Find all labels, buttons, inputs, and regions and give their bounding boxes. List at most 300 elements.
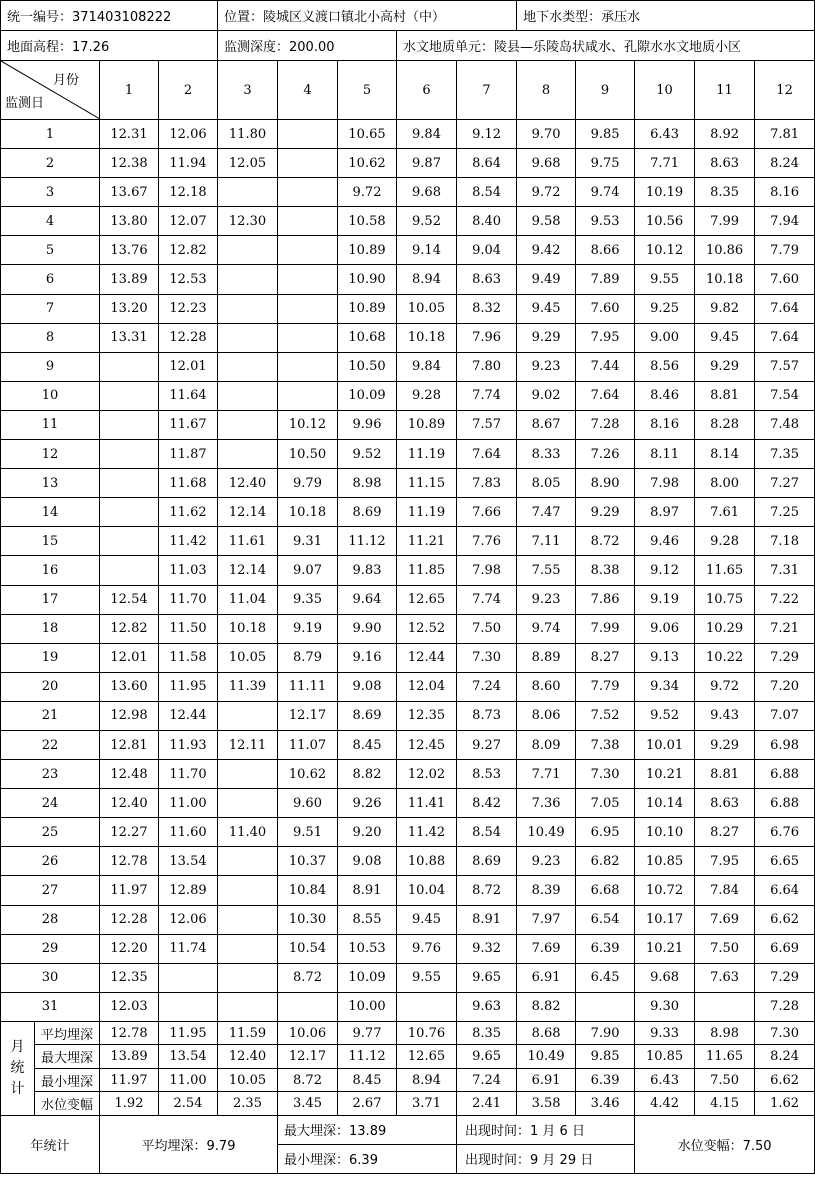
depth-cell: 9.74 — [576, 178, 635, 207]
depth-cell: 12.78 — [100, 847, 159, 876]
depth-cell: 8.81 — [695, 760, 755, 789]
depth-cell: 6.82 — [576, 847, 635, 876]
depth-cell: 7.54 — [755, 381, 815, 410]
depth-cell: 7.96 — [457, 323, 517, 352]
annual-min-time: 出现时间：9 月 29 日 — [457, 1144, 635, 1173]
annual-max-time: 出现时间：1 月 6 日 — [457, 1115, 635, 1144]
day-number: 22 — [1, 730, 100, 759]
depth-cell: 7.81 — [755, 120, 815, 149]
depth-cell: 8.90 — [576, 469, 635, 498]
depth-cell: 12.54 — [100, 585, 159, 614]
depth-cell: 10.04 — [397, 876, 457, 905]
depth-cell: 12.20 — [100, 934, 159, 963]
day-number: 27 — [1, 876, 100, 905]
depth-cell: 11.41 — [397, 789, 457, 818]
day-row — [1, 498, 815, 527]
day-row — [1, 352, 815, 381]
day-number: 1 — [1, 120, 100, 149]
depth-cell: 8.72 — [576, 527, 635, 556]
depth-cell: 11.42 — [397, 818, 457, 847]
depth-cell: 12.07 — [159, 207, 218, 236]
depth-cell: 10.75 — [695, 585, 755, 614]
monthly-stats-label-char: 统 — [10, 1059, 25, 1076]
depth-cell: 11.94 — [159, 149, 218, 178]
day-row — [1, 265, 815, 294]
depth-cell: 8.69 — [457, 847, 517, 876]
day-row — [1, 178, 815, 207]
day-row — [1, 963, 815, 992]
depth-cell: 9.32 — [457, 934, 517, 963]
depth-cell: 7.22 — [755, 585, 815, 614]
depth-cell: 8.60 — [517, 672, 576, 701]
depth-cell: 10.72 — [635, 876, 695, 905]
depth-cell: 11.87 — [159, 440, 218, 469]
depth-cell: 7.18 — [755, 527, 815, 556]
depth-cell: 8.06 — [517, 701, 576, 730]
annual-statistics — [1, 1115, 815, 1173]
day-number: 24 — [1, 789, 100, 818]
annual-min: 最小埋深：6.39 — [278, 1144, 457, 1173]
depth-cell: 12.40 — [218, 469, 278, 498]
day-number: 17 — [1, 585, 100, 614]
depth-cell: 9.23 — [517, 585, 576, 614]
depth-cell: 9.85 — [576, 120, 635, 149]
depth-cell: 11.19 — [397, 498, 457, 527]
depth-cell — [278, 323, 338, 352]
stat-value: 13.54 — [159, 1045, 218, 1069]
day-number: 2 — [1, 149, 100, 178]
depth-cell: 11.62 — [159, 498, 218, 527]
depth-cell: 10.30 — [278, 905, 338, 934]
depth-cell: 8.00 — [695, 469, 755, 498]
depth-cell: 11.93 — [159, 730, 218, 759]
stat-value: 10.85 — [635, 1045, 695, 1069]
depth-cell: 8.14 — [695, 440, 755, 469]
depth-cell: 9.00 — [635, 323, 695, 352]
depth-cell: 8.05 — [517, 469, 576, 498]
depth-cell: 9.82 — [695, 294, 755, 323]
stat-value: 10.05 — [218, 1068, 278, 1092]
depth-cell: 8.16 — [635, 410, 695, 439]
day-row — [1, 585, 815, 614]
depth-cell: 6.88 — [755, 760, 815, 789]
month-header-cell: 3 — [218, 61, 278, 120]
day-row — [1, 323, 815, 352]
stat-row — [1, 1068, 815, 1092]
depth-cell: 12.48 — [100, 760, 159, 789]
depth-cell: 10.56 — [635, 207, 695, 236]
depth-cell: 11.15 — [397, 469, 457, 498]
hydro-unit: 水文地质单元：陵县—乐陵岛状咸水、孔隙水水文地质小区 — [397, 31, 815, 61]
depth-cell: 10.62 — [338, 149, 397, 178]
depth-cell: 7.64 — [576, 381, 635, 410]
stat-value: 12.65 — [397, 1045, 457, 1069]
depth-cell: 8.56 — [635, 352, 695, 381]
depth-cell: 8.69 — [338, 701, 397, 730]
stat-value: 2.35 — [218, 1092, 278, 1116]
stat-value: 7.30 — [755, 1021, 815, 1045]
depth-cell: 11.95 — [159, 672, 218, 701]
day-number: 13 — [1, 469, 100, 498]
depth-cell: 8.66 — [576, 236, 635, 265]
depth-cell: 7.64 — [457, 440, 517, 469]
water-type: 地下水类型：承压水 — [517, 1, 815, 31]
depth-cell: 9.12 — [457, 120, 517, 149]
depth-cell: 7.61 — [695, 498, 755, 527]
depth-cell: 8.55 — [338, 905, 397, 934]
day-row — [1, 527, 815, 556]
stat-value: 8.68 — [517, 1021, 576, 1045]
day-number: 6 — [1, 265, 100, 294]
depth-cell: 10.18 — [695, 265, 755, 294]
depth-cell: 7.71 — [517, 760, 576, 789]
depth-cell: 12.01 — [159, 352, 218, 381]
day-row — [1, 614, 815, 643]
depth-cell — [100, 469, 159, 498]
depth-cell: 7.74 — [457, 381, 517, 410]
depth-cell: 10.90 — [338, 265, 397, 294]
day-row — [1, 992, 815, 1021]
day-row — [1, 149, 815, 178]
stat-name: 最大埋深 — [35, 1045, 100, 1069]
month-label: 月份 — [52, 73, 79, 88]
day-row — [1, 207, 815, 236]
depth-cell: 13.60 — [100, 672, 159, 701]
depth-cell: 7.86 — [576, 585, 635, 614]
depth-cell: 12.23 — [159, 294, 218, 323]
stat-value: 6.39 — [576, 1068, 635, 1092]
depth-cell: 7.27 — [755, 469, 815, 498]
depth-cell: 8.09 — [517, 730, 576, 759]
depth-cell: 12.82 — [159, 236, 218, 265]
depth-cell: 8.11 — [635, 440, 695, 469]
depth-cell: 10.84 — [278, 876, 338, 905]
depth-cell: 8.72 — [278, 963, 338, 992]
depth-cell: 11.11 — [278, 672, 338, 701]
depth-cell: 6.54 — [576, 905, 635, 934]
stat-value: 10.49 — [517, 1045, 576, 1069]
depth-cell: 10.01 — [635, 730, 695, 759]
depth-cell: 11.03 — [159, 556, 218, 585]
depth-cell: 7.71 — [635, 149, 695, 178]
depth-cell: 9.72 — [338, 178, 397, 207]
depth-cell: 9.12 — [635, 556, 695, 585]
stat-value: 9.85 — [576, 1045, 635, 1069]
depth-cell: 7.60 — [755, 265, 815, 294]
depth-cell: 9.35 — [278, 585, 338, 614]
day-row — [1, 643, 815, 672]
day-number: 9 — [1, 352, 100, 381]
depth-cell: 9.08 — [338, 672, 397, 701]
day-number: 28 — [1, 905, 100, 934]
day-number: 29 — [1, 934, 100, 963]
depth-cell: 9.29 — [576, 498, 635, 527]
depth-cell: 9.23 — [517, 352, 576, 381]
depth-cell: 9.72 — [517, 178, 576, 207]
depth-cell: 8.38 — [576, 556, 635, 585]
depth-cell: 11.67 — [159, 410, 218, 439]
depth-cell: 9.16 — [338, 643, 397, 672]
depth-cell: 10.86 — [695, 236, 755, 265]
depth-cell: 7.95 — [576, 323, 635, 352]
depth-cell: 13.76 — [100, 236, 159, 265]
day-row — [1, 556, 815, 585]
depth-cell: 10.05 — [218, 643, 278, 672]
depth-cell: 11.74 — [159, 934, 218, 963]
depth-cell: 9.68 — [635, 963, 695, 992]
depth-cell: 6.39 — [576, 934, 635, 963]
depth-cell — [159, 992, 218, 1021]
depth-cell: 10.18 — [397, 323, 457, 352]
depth-cell: 9.74 — [517, 614, 576, 643]
depth-cell: 11.04 — [218, 585, 278, 614]
stat-row — [1, 1092, 815, 1116]
depth-cell — [218, 992, 278, 1021]
depth-cell: 8.33 — [517, 440, 576, 469]
day-number: 14 — [1, 498, 100, 527]
depth-cell: 8.98 — [338, 469, 397, 498]
day-number: 23 — [1, 760, 100, 789]
depth-cell: 12.28 — [100, 905, 159, 934]
depth-cell — [278, 265, 338, 294]
depth-cell: 8.45 — [338, 730, 397, 759]
depth-cell — [218, 381, 278, 410]
depth-cell: 9.84 — [397, 352, 457, 381]
depth-cell: 9.58 — [517, 207, 576, 236]
depth-cell: 10.49 — [517, 818, 576, 847]
stat-value: 10.06 — [278, 1021, 338, 1045]
depth-cell: 12.35 — [397, 701, 457, 730]
depth-cell: 7.79 — [755, 236, 815, 265]
stat-value: 8.45 — [338, 1068, 397, 1092]
month-header-cell: 1 — [100, 61, 159, 120]
depth-cell: 7.55 — [517, 556, 576, 585]
depth-cell: 8.40 — [457, 207, 517, 236]
depth-cell: 9.26 — [338, 789, 397, 818]
depth-cell — [218, 410, 278, 439]
depth-cell: 7.07 — [755, 701, 815, 730]
depth-cell: 12.65 — [397, 585, 457, 614]
depth-cell: 7.50 — [695, 934, 755, 963]
depth-cell: 12.38 — [100, 149, 159, 178]
depth-cell: 13.31 — [100, 323, 159, 352]
depth-cell: 9.55 — [397, 963, 457, 992]
depth-cell: 7.94 — [755, 207, 815, 236]
depth-cell: 9.28 — [695, 527, 755, 556]
depth-cell: 11.70 — [159, 760, 218, 789]
depth-cell — [218, 323, 278, 352]
depth-cell: 8.39 — [517, 876, 576, 905]
depth-cell: 10.54 — [278, 934, 338, 963]
stat-value: 3.45 — [278, 1092, 338, 1116]
depth-cell: 11.00 — [159, 789, 218, 818]
day-row — [1, 789, 815, 818]
depth-cell: 8.54 — [457, 178, 517, 207]
depth-cell: 10.89 — [397, 410, 457, 439]
depth-cell: 8.89 — [517, 643, 576, 672]
depth-cell — [218, 876, 278, 905]
stat-name: 最小埋深 — [35, 1068, 100, 1092]
depth-cell: 9.51 — [278, 818, 338, 847]
annual-max: 最大埋深：13.89 — [278, 1115, 457, 1144]
depth-cell: 10.65 — [338, 120, 397, 149]
depth-cell: 8.82 — [338, 760, 397, 789]
depth-cell: 7.57 — [457, 410, 517, 439]
depth-cell: 10.21 — [635, 760, 695, 789]
depth-cell: 13.20 — [100, 294, 159, 323]
depth-cell: 11.12 — [338, 527, 397, 556]
depth-cell: 9.60 — [278, 789, 338, 818]
stat-row — [1, 1021, 815, 1045]
depth-cell: 11.42 — [159, 527, 218, 556]
depth-cell: 9.43 — [695, 701, 755, 730]
depth-cell: 10.09 — [338, 963, 397, 992]
depth-cell: 10.19 — [635, 178, 695, 207]
annual-label: 年统计 — [1, 1115, 100, 1173]
depth-cell: 10.22 — [695, 643, 755, 672]
depth-cell: 7.11 — [517, 527, 576, 556]
depth-cell: 9.45 — [695, 323, 755, 352]
depth-cell: 11.70 — [159, 585, 218, 614]
depth-cell: 9.63 — [457, 992, 517, 1021]
depth-cell: 7.05 — [576, 789, 635, 818]
depth-cell: 7.80 — [457, 352, 517, 381]
stat-value: 12.40 — [218, 1045, 278, 1069]
depth-cell: 10.18 — [278, 498, 338, 527]
depth-cell: 9.84 — [397, 120, 457, 149]
depth-cell: 7.35 — [755, 440, 815, 469]
depth-cell: 12.81 — [100, 730, 159, 759]
depth-cell: 8.94 — [397, 265, 457, 294]
depth-cell: 9.55 — [635, 265, 695, 294]
depth-cell: 9.96 — [338, 410, 397, 439]
depth-cell — [278, 149, 338, 178]
depth-cell: 7.28 — [576, 410, 635, 439]
depth-cell: 9.72 — [695, 672, 755, 701]
depth-cell: 8.42 — [457, 789, 517, 818]
stat-value: 3.46 — [576, 1092, 635, 1116]
depth-cell: 9.90 — [338, 614, 397, 643]
stat-value: 11.00 — [159, 1068, 218, 1092]
depth-cell: 8.24 — [755, 149, 815, 178]
stat-value: 1.62 — [755, 1092, 815, 1116]
depth-cell: 7.31 — [755, 556, 815, 585]
depth-cell — [100, 440, 159, 469]
depth-cell: 6.45 — [576, 963, 635, 992]
depth-cell — [218, 265, 278, 294]
depth-cell: 8.53 — [457, 760, 517, 789]
day-number: 31 — [1, 992, 100, 1021]
depth-cell — [100, 381, 159, 410]
depth-cell: 11.80 — [218, 120, 278, 149]
depth-cell: 9.29 — [695, 352, 755, 381]
day-number: 19 — [1, 643, 100, 672]
stat-name: 平均埋深 — [35, 1021, 100, 1045]
day-number: 20 — [1, 672, 100, 701]
depth-cell: 7.21 — [755, 614, 815, 643]
depth-cell: 9.83 — [338, 556, 397, 585]
stat-value: 13.89 — [100, 1045, 159, 1069]
day-number: 25 — [1, 818, 100, 847]
depth-cell — [218, 236, 278, 265]
depth-cell — [218, 934, 278, 963]
depth-cell: 9.45 — [517, 294, 576, 323]
stat-value: 12.17 — [278, 1045, 338, 1069]
depth-cell: 9.20 — [338, 818, 397, 847]
monthly-stats-label — [1, 1021, 35, 1115]
depth-cell: 10.85 — [635, 847, 695, 876]
depth-cell — [100, 352, 159, 381]
stat-value: 3.58 — [517, 1092, 576, 1116]
depth-cell: 12.40 — [100, 789, 159, 818]
day-row — [1, 818, 815, 847]
depth-cell: 12.04 — [397, 672, 457, 701]
depth-cell: 10.05 — [397, 294, 457, 323]
monitor-depth: 监测深度：200.00 — [218, 31, 397, 61]
depth-cell: 9.68 — [517, 149, 576, 178]
depth-cell: 9.23 — [517, 847, 576, 876]
depth-cell — [278, 178, 338, 207]
depth-cell: 8.28 — [695, 410, 755, 439]
depth-cell: 11.50 — [159, 614, 218, 643]
depth-cell: 7.29 — [755, 963, 815, 992]
depth-cell: 7.24 — [457, 672, 517, 701]
depth-cell: 7.29 — [755, 643, 815, 672]
depth-cell — [100, 527, 159, 556]
depth-cell: 6.95 — [576, 818, 635, 847]
day-row — [1, 410, 815, 439]
depth-cell: 7.20 — [755, 672, 815, 701]
depth-cell: 12.01 — [100, 643, 159, 672]
depth-cell — [278, 294, 338, 323]
stat-value: 8.24 — [755, 1045, 815, 1069]
day-row — [1, 934, 815, 963]
stat-value: 4.15 — [695, 1092, 755, 1116]
daily-readings — [1, 120, 815, 1022]
depth-cell: 6.68 — [576, 876, 635, 905]
depth-cell: 10.09 — [338, 381, 397, 410]
depth-cell: 10.62 — [278, 760, 338, 789]
depth-cell: 6.64 — [755, 876, 815, 905]
depth-cell — [218, 352, 278, 381]
depth-cell: 12.45 — [397, 730, 457, 759]
depth-cell — [218, 294, 278, 323]
depth-cell: 12.02 — [397, 760, 457, 789]
depth-cell: 10.89 — [338, 294, 397, 323]
depth-cell: 9.68 — [397, 178, 457, 207]
depth-cell: 10.58 — [338, 207, 397, 236]
day-number: 8 — [1, 323, 100, 352]
depth-cell: 12.06 — [159, 120, 218, 149]
depth-cell: 12.11 — [218, 730, 278, 759]
stat-value: 6.62 — [755, 1068, 815, 1092]
depth-cell: 6.91 — [517, 963, 576, 992]
depth-cell — [159, 963, 218, 992]
depth-cell: 7.74 — [457, 585, 517, 614]
depth-cell: 10.50 — [278, 440, 338, 469]
depth-cell — [278, 992, 338, 1021]
depth-cell: 8.63 — [695, 149, 755, 178]
depth-cell: 7.44 — [576, 352, 635, 381]
depth-cell: 7.99 — [576, 614, 635, 643]
depth-cell: 7.50 — [457, 614, 517, 643]
depth-cell: 13.67 — [100, 178, 159, 207]
month-header-cell: 7 — [457, 61, 517, 120]
day-row — [1, 905, 815, 934]
depth-cell — [100, 498, 159, 527]
depth-cell: 8.91 — [457, 905, 517, 934]
stat-row — [1, 1045, 815, 1069]
